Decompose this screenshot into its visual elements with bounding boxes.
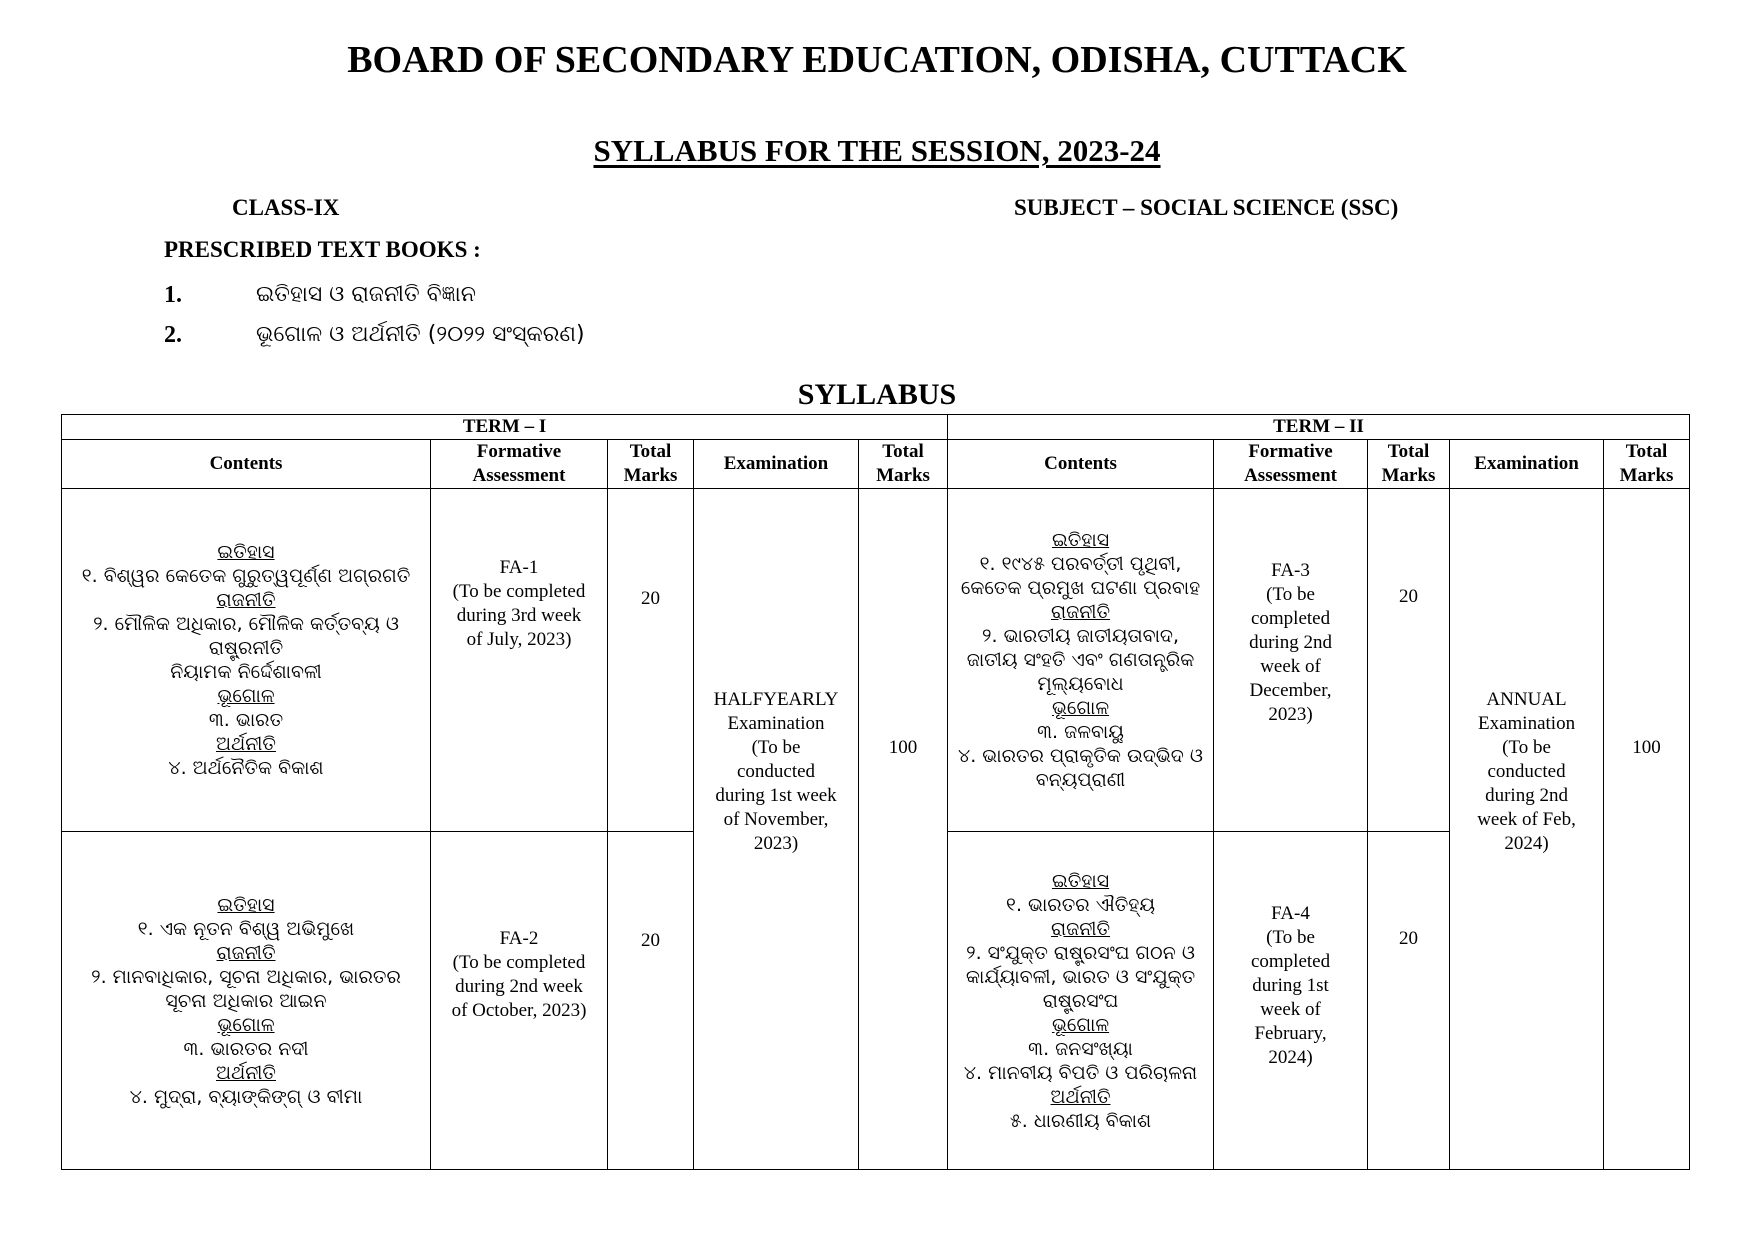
cell-line: 2024) [1268,1047,1313,1068]
session-title: SYLLABUS FOR THE SESSION, 2023-24 [593,133,1161,168]
cell-line: during 2nd [1249,632,1332,653]
content-heading: ଇତିହାସ [1051,869,1110,892]
content-heading: ରାଜନୀତି [216,589,276,611]
cell-line: ANNUAL [1486,689,1567,710]
col-formative: Formative Assessment [431,440,608,489]
content-item: ସୂଚନା ଅଧିକାର ଆଇନ [165,989,327,1012]
content-item: ୫. ଧାରଣୀୟ ବିକାଶ [1009,1109,1152,1132]
col-examination: Examination [1450,440,1604,489]
content-item: ମୂଲ୍ୟବୋଧ [1037,673,1124,695]
class-label: CLASS-IX [232,195,340,220]
cell-line: (To be [1502,737,1551,758]
content-item: ୨. ଭାରତୀୟ ଜାତୀୟତାବାଦ, [982,625,1180,647]
content-item: ୧. ୧୯୪୫ ପରବର୍ତ୍ତୀ ପୃଥିବୀ, [979,553,1182,575]
cell-line: (To be completed [452,581,586,602]
fa2-marks: 20 [608,832,694,1170]
book-title: ଭୂଗୋଳ ଓ ଅର୍ଥନୀତି (୨୦୨୨ ସଂସ୍କରଣ) [256,322,585,347]
annual-total: 100 [1604,489,1690,1170]
cell-line: week of [1260,999,1321,1020]
fa1-marks: 20 [608,489,694,832]
content-item: ୩. ଜନସଂଖ୍ୟା [1028,1037,1133,1060]
cell-line: of July, 2023) [466,629,572,650]
halfyearly-total: 100 [859,489,948,1170]
content-item: ୪. ମାନବୀୟ ବିପତି ଓ ପରିଚାଳନା [963,1061,1198,1084]
cell-line: week of [1260,656,1321,677]
content-heading: ରାଜନୀତି [216,941,276,964]
cell-line: FA-4 [1271,903,1310,924]
cell-line: during 1st [1252,975,1329,996]
cell-line: of October, 2023) [451,1000,587,1021]
col-contents: Contents [948,440,1214,489]
cell-line: FA-2 [499,928,539,949]
fa3-marks: 20 [1368,489,1450,832]
cell-line: during 2nd week [455,976,583,997]
col-total-marks: Total Marks [608,440,694,489]
fa1-assessment [431,489,608,832]
col-total-marks: Total Marks [1604,440,1690,489]
content-item: ବନ୍ୟପ୍ରାଣୀ [1035,769,1126,791]
content-heading: ଇତିହାସ [217,893,275,916]
content-heading: ଭୂଗୋଳ [1051,1013,1110,1036]
fa4-contents [948,832,1214,1170]
content-heading: ଭୂଗୋଳ [217,1013,275,1036]
cell-line: during 2nd [1485,785,1568,806]
cell-line: 2024) [1504,833,1549,854]
col-contents: Contents [62,440,431,489]
book-item [164,322,585,349]
book-title: ଇତିହାସ ଓ ରାଜନୀତି ବିଜ୍ଞାନ [256,282,476,307]
content-item: ୧. ଭାରତର ଐତିହ୍ୟ [1006,893,1155,916]
content-item: ୧. ଏକ ନୂତନ ବିଶ୍ୱ ଅଭିମୁଖେ [137,917,355,940]
content-item: ୧. ବିଶ୍ୱର କେତେକ ଗୁରୁତ୍ୱପୂର୍ଣ୍ଣ ଅଗ୍ରଗତି [81,565,411,587]
content-heading: ଭୂଗୋଳ [1051,697,1110,719]
fa4-marks: 20 [1368,832,1450,1170]
col-total-marks: Total Marks [1368,440,1450,489]
content-item: ଜାତୀୟ ସଂହତି ଏବଂ ଗଣତାନ୍ତ୍ରିକ [966,649,1195,671]
book-number: 2. [164,322,182,348]
cell-line: completed [1250,951,1331,972]
content-item: କାର୍ଯ୍ୟାବଳୀ, ଭାରତ ଓ ସଂଯୁକ୍ତ [965,965,1196,988]
cell-line: (To be [751,737,801,758]
cell-line: during 3rd week [456,605,582,626]
term-2-header: TERM – II [948,415,1690,440]
content-heading: ଅର୍ଥନୀତି [216,1061,276,1084]
content-heading: ରାଜନୀତି [1051,601,1111,623]
cell-line: week of Feb, [1477,809,1576,830]
fa4-assessment [1214,832,1368,1170]
syllabus-heading: SYLLABUS [797,378,957,411]
book-number: 1. [164,282,182,308]
content-item: ୩. ଭାରତ [208,709,284,731]
cell-line: 2023) [753,833,799,854]
cell-line: FA-3 [1271,560,1310,581]
content-item: ୨. ମାନବାଧିକାର, ସୂଚନା ଅଧିକାର, ଭାରତର [91,965,401,988]
term-1-header: TERM – I [62,415,948,440]
content-heading: ଇତିହାସ [217,541,275,563]
cell-line: (To be [1266,584,1315,605]
content-item: ନିୟାମକ ନିର୍ଦ୍ଦେଶାବଳୀ [170,661,322,683]
board-title: BOARD OF SECONDARY EDUCATION, ODISHA, CUTTACK [347,39,1407,81]
col-total-marks: Total Marks [859,440,948,489]
cell-line: HALFYEARLY [713,689,839,710]
fa2-assessment [431,832,608,1170]
subject-label: SUBJECT – SOCIAL SCIENCE (SSC) [1014,195,1399,220]
cell-line: February, [1254,1023,1327,1044]
content-item: ୩. ଜଳବାୟୁ [1037,721,1124,743]
content-item: ରାଷ୍ଟ୍ରସଂଘ [1042,989,1119,1012]
content-item: ୩. ଭାରତର ନଦୀ [183,1037,309,1060]
prescribed-books-label: PRESCRIBED TEXT BOOKS : [164,237,481,262]
cell-line: 2023) [1268,704,1313,725]
annual-exam [1450,489,1604,1170]
content-item: କେତେକ ପ୍ରମୁଖ ଘଟଣା ପ୍ରବାହ [960,577,1201,599]
book-item [164,282,476,309]
content-item: ୨. ମୌଳିକ ଅଧିକାର, ମୌଳିକ କର୍ତ୍ତବ୍ୟ ଓ ରାଷ୍ଟ୍ରନୀତି [93,613,399,659]
cell-line: FA-1 [499,557,539,578]
fa3-contents [948,489,1214,832]
content-item: ୨. ସଂଯୁକ୍ତ ରାଷ୍ଟ୍ରସଂଘ ଗଠନ ଓ [966,941,1195,964]
cell-line: Examination [1477,713,1576,734]
cell-line: during 1st week [715,785,837,806]
fa1-contents [62,489,431,832]
cell-line: Examination [727,713,825,734]
cell-line: (To be completed [452,952,586,973]
col-examination: Examination [694,440,859,489]
syllabus-table [61,414,1690,1170]
cell-line: conducted [736,761,816,782]
cell-line: of November, [723,809,829,830]
fa2-contents [62,832,431,1170]
cell-line: (To be [1266,927,1315,948]
content-heading: ଇତିହାସ [1051,529,1110,551]
content-item: ୪. ଅର୍ଥନୈତିକ ବିକାଶ [168,757,324,779]
content-heading: ଅର୍ଥନୀତି [1050,1085,1111,1108]
content-item: ୪. ମୁଦ୍ରା, ବ୍ୟାଙ୍କିଙ୍ଗ୍ ଓ ବୀମା [129,1085,363,1108]
cell-line: December, [1249,680,1332,701]
fa3-assessment [1214,489,1368,832]
halfyearly-exam [694,489,859,1170]
content-heading: ଭୂଗୋଳ [217,685,275,707]
content-heading: ରାଜନୀତି [1051,917,1111,940]
cell-line: completed [1250,608,1331,629]
col-formative: Formative Assessment [1214,440,1368,489]
content-heading: ଅର୍ଥନୀତି [216,733,276,755]
cell-line: conducted [1487,761,1566,782]
content-item: ୪. ଭାରତର ପ୍ରାକୃତିକ ଉଦ୍ଭିଦ ଓ [958,745,1204,767]
